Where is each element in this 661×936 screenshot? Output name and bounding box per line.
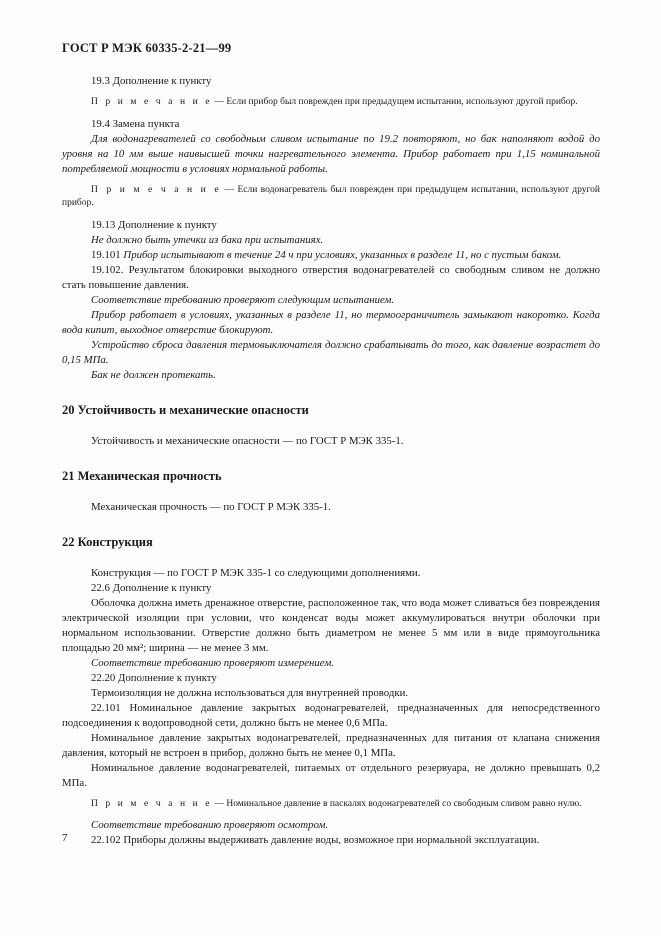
test-procedure: Прибор работает в условиях, указанных в разделе 11, но термоограничитель замыкают накоротко. Когда вода кипит, выходное отверстие блокируют. (62, 308, 600, 336)
clause-19-102: 19.102. Результатом блокировки выходного отверстия водонагревателей со свободным сливом не должно стать повышение давления. (62, 263, 600, 291)
section-22-title: 22 Конструкция (62, 534, 153, 549)
note-label: П р и м е ч а н и е (91, 97, 213, 107)
note-22-101 (62, 798, 600, 812)
note-label: П р и м е ч а н и е (91, 798, 213, 809)
section-21-text: Механическая прочность — по ГОСТ Р МЭК 335-1. (91, 500, 331, 513)
clause-22-101: 22.101 Номинальное давление закрытых водонагревателей, предназначенных для непосредственного подсоединения к водопроводной сети, должно быть не менее 0,6 МПа. (62, 701, 600, 729)
compliance-measurement: Соответствие требованию проверяют измерением. (91, 656, 334, 669)
compliance-test: Соответствие требованию проверяют следующим испытанием. (91, 293, 395, 306)
clause-22-20-text: Термоизоляция не должна использоваться для внутренней проводки. (91, 686, 409, 699)
clause-19-13-text: Не должно быть утечки из бака при испытаниях. (91, 233, 324, 246)
page-number: 7 (62, 832, 68, 844)
clause-22-102: 22.102 Приборы должны выдерживать давление воды, возможное при нормальной эксплуатации. (91, 834, 540, 846)
note-19-4 (62, 184, 600, 211)
compliance-inspection: Соответствие требованию проверяют осмотром. (91, 819, 329, 831)
note-19-3 (62, 96, 600, 110)
clause-19-13: 19.13 Дополнение к пункту (91, 218, 217, 231)
tank-leak-requirement: Бак не должен протекать. (91, 368, 216, 381)
clause-22-6-text: Оболочка должна иметь дренажное отверстие, расположенное так, что вода может сливаться без повреждения электрической изоляции при условии, что конденсат воды может аккумулироваться внутри оболочки при нормальном использовании. Отверстие должно быть диаметром не менее 5 мм или в виде прямоугольника площадью 20 мм²; ширина — не менее 3 мм. (62, 596, 600, 654)
section-20-title: 20 Устойчивость и механические опасности (62, 402, 309, 417)
pressure-relief-requirement: Устройство сброса давления термовыключателя должно срабатывать до того, как давление возрастет до 0,15 МПа. (62, 338, 600, 366)
section-22-intro: Конструкция — по ГОСТ Р МЭК 335-1 со следующими дополнениями. (91, 566, 421, 579)
note-text: — Если водонагреватель был поврежден при предыдущем испытании, используют другой прибор. (62, 184, 600, 208)
clause-22-101-c: Номинальное давление водонагревателей, питаемых от отдельного резервуара, не должно превышать 0,2 МПа. (62, 761, 600, 789)
clause-19-3: 19.3 Дополнение к пункту (91, 75, 212, 87)
clause-22-20: 22.20 Дополнение к пункту (91, 671, 217, 684)
section-21-title: 21 Механическая прочность (62, 468, 222, 483)
clause-19-4-text: Для водонагревателей со свободным сливом испытание по 19.2 повторяют, но бак наполняют водой до уровня на 10 мм выше наивысшей точки нагревательного элемента. Прибор работает при 1,15 номинальной потребляемой мощности в условиях нормальной работы. (62, 132, 600, 175)
clause-19-101 (62, 248, 600, 263)
note-text: — Номинальное давление в паскалях водонагревателей со свободным сливом равно нулю. (212, 798, 582, 809)
clause-number: 19.101 (91, 248, 124, 261)
clause-text: Прибор испытывают в течение 24 ч при условиях, указанных в разделе 11, но с пустым баком. (123, 248, 562, 261)
clause-22-101-b: Номинальное давление закрытых водонагревателей, предназначенных для питания от клапана снижения давления, который не встроен в прибор, должно быть не менее 0,1 МПа. (62, 731, 600, 759)
section-20-text: Устойчивость и механические опасности — по ГОСТ Р МЭК 335-1. (91, 434, 404, 447)
note-text: — Если прибор был поврежден при предыдущем испытании, используют другой прибор. (212, 97, 578, 107)
clause-22-6: 22.6 Дополнение к пункту (91, 581, 212, 594)
document-body (62, 74, 600, 848)
running-header: ГОСТ Р МЭК 60335-2-21—99 (62, 41, 232, 55)
note-label: П р и м е ч а н и е (91, 184, 222, 195)
clause-19-4: 19.4 Замена пункта (91, 117, 180, 130)
